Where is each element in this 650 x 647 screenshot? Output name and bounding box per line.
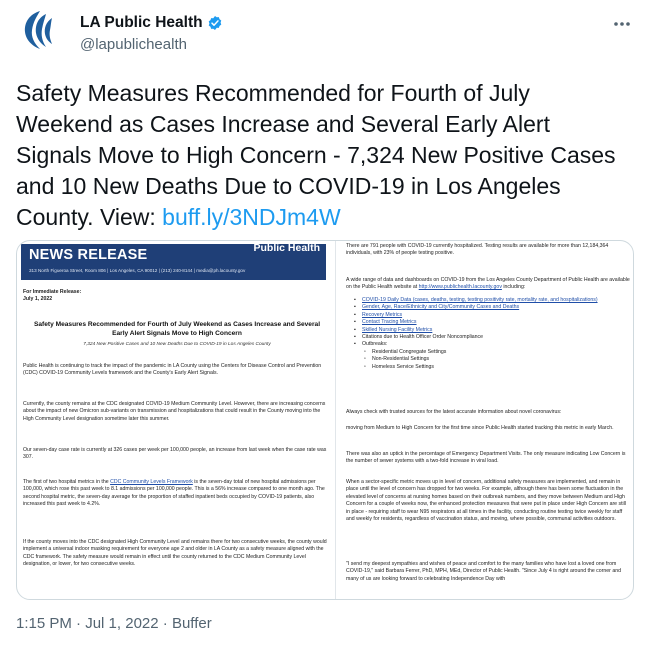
tweet-footer [16,615,212,632]
tweet-time[interactable]: 1:15 PM [16,615,72,632]
list-subitem: ▫ Homeless Service Settings [354,364,630,371]
account-handle[interactable]: @lapublichealth [80,36,187,53]
doc-right-p1: There are 791 people with COVID-19 currently hospitalized. Testing results are available for more than 12,184,364 individuals, with 23% of people testing positive. [346,243,609,257]
doc-data-list [354,297,630,371]
list-item: ▪ Citations due to Health Officer Order Noncompliance [354,334,630,341]
list-subitem: ▫ Residential Congregate Settings [354,349,630,356]
list-item: ▪ Gender, Age, Race/Ethnicity and City/Community Cases and Deaths [354,304,630,311]
account-name-row [80,14,223,32]
press-release-left-column [17,241,335,600]
release-date: July 1, 2022 [23,296,53,302]
more-options-icon[interactable] [612,14,632,34]
footer-separator: · [162,615,168,632]
tweet-date[interactable]: Jul 1, 2022 [85,615,159,632]
doc-paragraph-4 [23,479,327,509]
footer-separator: · [76,615,82,632]
list-item: ▪ Outbreaks: [354,341,630,348]
release-label: For Immediate Release: [23,289,82,295]
doc-right-p3: Always check with trusted sources for the latest accurate information about novel coronavirus: [346,409,562,415]
verified-badge-icon [207,15,223,31]
press-release-right-column [335,241,634,600]
doc-right-p4: moving from Medium to High Concern for the first time since Public Health started tracking this metric in early March. [346,425,614,431]
la-county-logo-icon[interactable] [16,8,60,52]
banner-address: 313 North Figueroa Street, Room 806 | Los Angeles, CA 90012 | (213) 240-8144 | media@ph.lacounty.gov [29,268,246,273]
doc-headline: Safety Measures Recommended for Fourth of July Weekend as Cases Increase and Several Early Alert Signals Move to High Concern [33,321,321,337]
banner-title: NEWS RELEASE [29,247,148,263]
doc-paragraph-2: Currently, the county remains at the CDC designated COVID-19 Medium Community Level. However, there are increasing concerns about the impact of new Omicron sub-variants on transmission and hospitalizations that could result in the County moving into the High Community Level designation sometime later this summer. [23,401,326,422]
doc-p4-start: The first of two hospital metrics in the [23,479,111,485]
doc-r2-start: A wide range of data and dashboards on COVID-19 from the Los Angeles County Department of Public Health are available on the Public Health website at [346,277,630,291]
doc-paragraph-5: If the county moves into the CDC designated High Community Level and remains there for two consecutive weeks, the county would implement a universal indoor masking requirement for everyone age 2 and older in LA County as a safety measure aligned with the CDC framework. The safety measure would remain in effect until the county returned to the CDC Medium Community Level designation, or lower, for two consecutive weeks. [23,539,327,568]
doc-paragraph-1: Public Health is continuing to track the impact of the pandemic in LA County using the Centers for Disease Control and Prevention (CDC) COVID-19 Community Levels framework and the County's Early Alert Signals. [23,363,322,377]
list-item: ▪ Skilled Nursing Facility Metrics [354,327,630,334]
news-release-banner [21,244,326,280]
tweet-source[interactable]: Buffer [171,615,212,632]
doc-r2-end: including: [501,284,526,291]
doc-right-p5: There was also an uptick in the percentage of Emergency Department Visits. The only measure indicating Low Concern is the number of sewer systems with a two-fold increase in viral load. [346,451,626,465]
doc-right-p2 [346,277,630,292]
doc-right-p7: "I send my deepest sympathies and wishes of peace and comfort to the many families who have lost a loved one from COVID-19," said Barbara Ferrer, PhD, MPH, MEd, Director of Public Health. "Since July 4 is right around the corner and many of us are looking forward to celebrating Independence Day with [346,561,621,582]
doc-subhead: 7,324 New Positive Cases and 10 New Deaths Due to COVID-19 in Los Angeles County [83,342,271,347]
doc-right-p6: When a sector-specific metric moves up in level of concern, additional safety measures are implemented, and remain in place until the level of concern has dropped for two weeks. For example, although there has been some fluctuation in the elevated level of concerns at nursing homes based on their outbreak numbers, and they move between Medium and High Concern for a couple of weeks now, the enhanced protection measures that were put in place under High Concern are still in place - requiring staff to wear N95 respirators at all times in the facility, conducting routine testing twice weekly for staff and weekly for residents, regardless of vaccination status, and moving, where possible, communal activities outdoors. [346,479,626,523]
press-release-image[interactable] [16,240,634,600]
account-name[interactable]: LA Public Health [80,14,203,31]
doc-p4-link: CDC Community Levels Framework [110,479,193,485]
tweet-body: Safety Measures Recommended for Fourth of July Weekend as Cases Increase and Several Early Alert Signals Move to High Concern - 7,324 New Positive Cases and 10 New Deaths Due to COVID-19 in Los Angeles County. View: [16,80,616,230]
tweet-link[interactable]: buff.ly/3NDJm4W [162,204,341,230]
doc-p4-end: is the seven-day total of new hospital admissions per 100,000, which rose this past week to 8.1 admissions per 100,000 people. This is a 56% increase compared to one month ago. The second hospital metric, the seven-day average for the proportion of staffed inpatient beds occupied by COVID-19 patients, also increased this past week to 4.2%. [23,479,325,508]
tweet-text [16,78,626,233]
list-item: ▪ Recovery Metrics [354,312,630,319]
tweet-header [16,6,634,54]
banner-brand: Public Health [253,242,320,254]
doc-paragraph-3: Our seven-day case rate is currently at 326 cases per week per 100,000 people, an increase from last week when the case rate was 307. [23,447,327,461]
doc-r2-link: http://www.publichealth.lacounty.gov [418,284,502,291]
list-item: ▪ Contact Tracing Metrics [354,319,630,326]
list-subitem: ▫ Non-Residential Settings [354,356,630,363]
list-item: ▪ COVID-19 Daily Data (cases, deaths, testing, testing positivity rate, mortality rate, and hospitalizations) [354,297,630,304]
